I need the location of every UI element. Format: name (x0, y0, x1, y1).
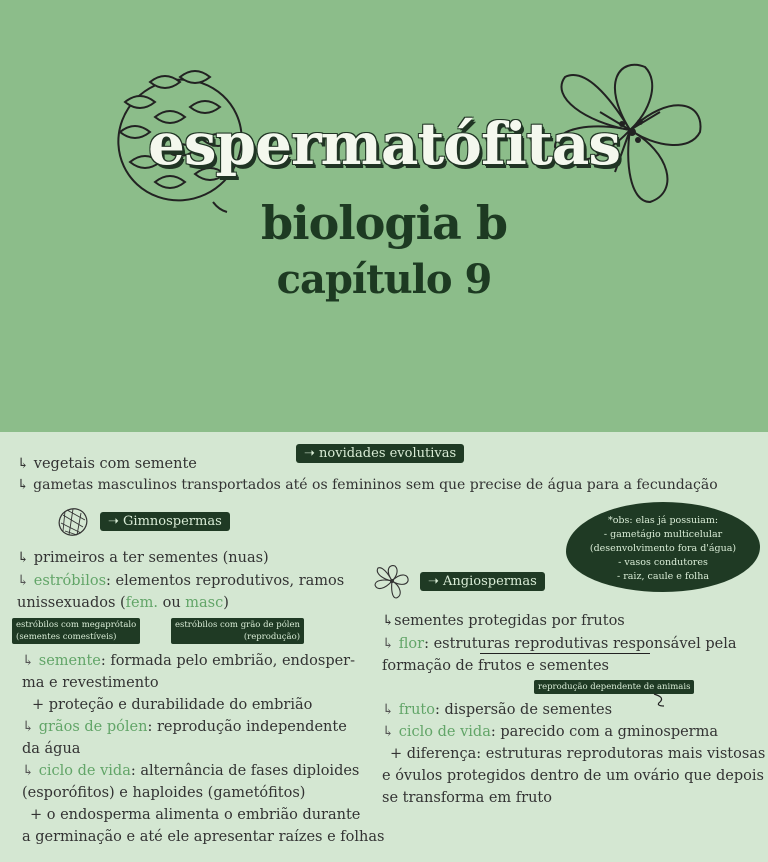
gimno-line-5: ma e revestimento (22, 675, 159, 691)
page-title: espermatófitas (147, 110, 620, 178)
flower-icon (372, 562, 412, 600)
gimno-line-6: + proteção e durabilidade do embrião (32, 697, 313, 713)
curl-arrow-icon (652, 692, 668, 708)
gimno-line-1: ↳ primeiros a ter sementes (nuas) (17, 550, 269, 566)
angio-line-6: + diferença: estruturas reprodutoras mais vistosas (390, 746, 766, 762)
angio-line-8: se transforma em fruto (382, 790, 552, 806)
gimno-line-7: ↳ grãos de pólen: reprodução independente (22, 719, 347, 735)
angio-line-4: ↳ fruto: dispersão de sementes (382, 702, 613, 718)
angio-line-2: ↳ flor: estruturas reprodutivas responsável pela (382, 636, 737, 652)
underline-mark (480, 653, 650, 654)
pinecone-icon (55, 505, 91, 539)
gimno-line-3: unissexuados (fem. ou masc) (17, 595, 229, 611)
gimno-line-10: (esporófitos) e haploides (gametófitos) (22, 785, 306, 801)
angiospermas-tag: ➝ Angiospermas (420, 572, 545, 591)
subject-subtitle: biologia b (260, 196, 508, 250)
animais-note: reprodução dependente de animais (534, 680, 694, 694)
angio-line-1: ↳sementes protegidas por frutos (382, 613, 625, 629)
angio-line-5: ↳ ciclo de vida: parecido com a gminosperma (382, 724, 719, 740)
angio-line-3: formação de frutos e sementes (382, 658, 609, 674)
gimno-line-4: ↳ semente: formada pelo embrião, endosper- (22, 653, 356, 669)
gimno-line-11: + o endosperma alimenta o embrião durante (30, 807, 361, 823)
gimno-line-8: da água (22, 741, 81, 757)
intro-line-2: ↳ gametas masculinos transportados até os femininos sem que precise de água para a fecundação (17, 477, 718, 493)
chapter-subtitle: capítulo 9 (276, 256, 492, 303)
novidades-evolutivas-tag: ➝ novidades evolutivas (296, 444, 464, 463)
polen-note: estróbilos com grão de pólen (reprodução) (171, 618, 304, 644)
intro-line-1: ↳ vegetais com semente (17, 456, 197, 472)
obs-note: *obs: elas já possuiam: - gametágio multicelular (desenvolvimento fora d'água) - vasos condutores - raiz, caule e folha (566, 502, 760, 592)
gimno-line-2: ↳ estróbilos: elementos reprodutivos, ramos (17, 573, 345, 589)
gimnospermas-tag: ➝ Gimnospermas (100, 512, 230, 531)
gimno-line-12: a germinação e até ele apresentar raízes e folhas (22, 829, 385, 845)
gimno-line-9: ↳ ciclo de vida: alternância de fases diploides (22, 763, 360, 779)
megaprotalo-note: estróbilos com megaprótalo (sementes comestíveis) (12, 618, 140, 644)
angio-line-7: e óvulos protegidos dentro de um ovário que depois (382, 768, 764, 784)
